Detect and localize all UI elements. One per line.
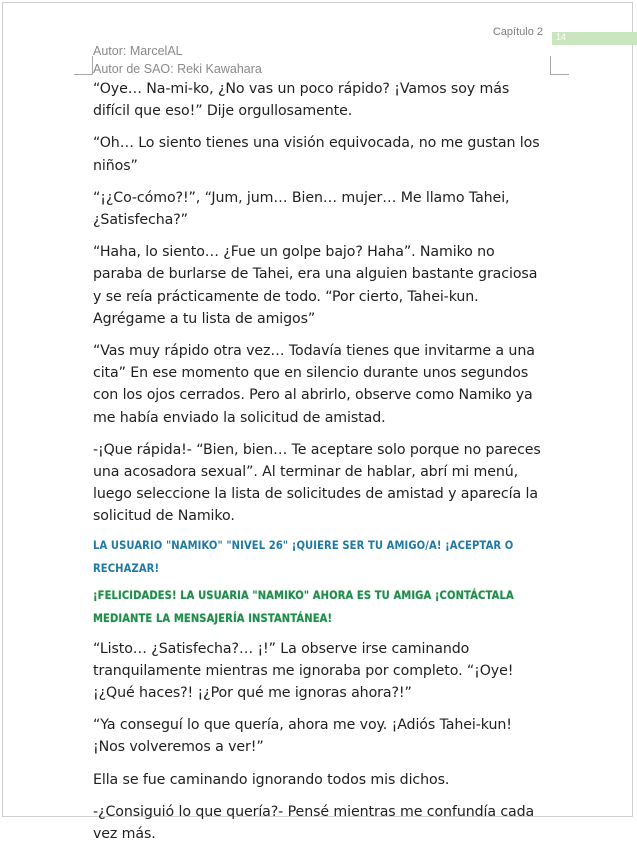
friend-accepted-message: ¡FELICIDADES! LA USUARIA "NAMIKO" AHORA ES TU AMIGA ¡CONTÁCTALA MEDIANTE LA MENSAJERÍA INSTANTÁNEA!	[93, 589, 514, 625]
paragraph: “Oh… Lo siento tienes una visión equivocada, no me gustan los niños”	[93, 135, 540, 174]
crop-mark-left	[74, 56, 93, 75]
paragraph: “Vas muy rápido otra vez… Todavía tienes que invitarme a una cita” En ese momento que en silencio durante unos segundos con los ojos cerrados. Pero al abrirlo, observe como Namiko ya me había enviado la solicitud de amistad.	[93, 343, 535, 426]
paragraph: “Listo… ¿Satisfecha?… ¡!” La observe irse caminando tranquilamente mientras me ignoraba por completo. “¡Oye! ¡¿Qué haces?! ¡¿Por qué me ignoras ahora?!”	[93, 640, 514, 702]
chapter-header: Capítulo 2	[492, 26, 543, 38]
paragraph: “Haha, lo siento… ¿Fue un golpe bajo? Haha”. Namiko no paraba de burlarse de Tahei, era una alguien bastante graciosa y se reía prácticamente de todo. “Por cierto, Tahei-kun. Agrégame a tu lista de amigos”	[93, 244, 538, 327]
page-number: 14	[556, 32, 567, 42]
author-line: Autor: MarcelAL	[93, 44, 183, 58]
author-block	[93, 42, 262, 78]
page-number-tab	[552, 32, 637, 45]
paragraph: “¡¿Co-cómo?!”, “Jum, jum… Bien… mujer… Me llamo Tahei, ¿Satisfecha?”	[93, 189, 510, 229]
crop-mark-right	[550, 56, 569, 75]
paragraph: “Oye… Na-mi-ko, ¿No vas un poco rápido? ¡Vamos soy más difícil que eso!” Dije orgullosamente.	[93, 81, 510, 120]
paragraph: “Ya conseguí lo que quería, ahora me voy. ¡Adiós Tahei-kun! ¡Nos volveremos a ver!”	[93, 717, 512, 756]
document-body	[93, 78, 545, 855]
paragraph: -¡Que rápida!- “Bien, bien… Te aceptare solo porque no pareces una acosadora sexual”. Al terminar de hablar, abrí mi menú, luego seleccione la lista de solicitudes de amistad y aparecía la solicitud de Namiko.	[93, 441, 541, 525]
paragraph: -¿Consiguió lo que quería?- Pensé mientras me confundía cada vez más.	[93, 803, 535, 843]
sao-author-line: Autor de SAO: Reki Kawahara	[93, 62, 262, 76]
paragraph: Ella se fue caminando ignorando todos mis dichos.	[93, 771, 450, 788]
friend-request-message: LA USUARIO "NAMIKO" "NIVEL 26" ¡QUIERE SER TU AMIGO/A! ¡ACEPTAR O RECHAZAR!	[93, 539, 514, 575]
